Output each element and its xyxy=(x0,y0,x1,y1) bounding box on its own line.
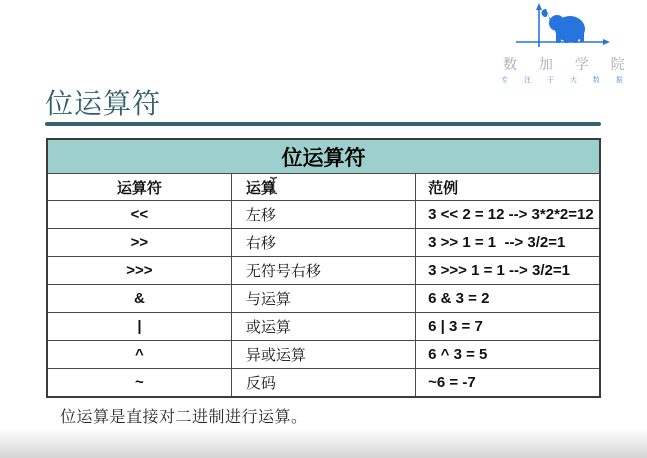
brand-tagline: 专 注 于 大 数 据 xyxy=(501,77,630,84)
page-title: 位运算符 xyxy=(45,89,162,120)
table-cell: 6 ^ 3 = 5 xyxy=(416,341,600,369)
table-body xyxy=(47,201,600,398)
table-cell: 6 | 3 = 7 xyxy=(416,313,600,341)
column-header: 运算 xyxy=(231,174,415,201)
table-cell: >> xyxy=(47,229,231,257)
table-row xyxy=(47,369,600,398)
table-cell: 3 << 2 = 12 --> 3*2*2=12 xyxy=(416,201,600,229)
table-cell: 3 >> 1 = 1 --> 3/2=1 xyxy=(416,229,600,257)
table-row xyxy=(47,257,600,285)
brand-name: 数 加 学 院 xyxy=(503,56,634,72)
table-title-row xyxy=(47,139,600,174)
table-cell: 或运算 xyxy=(231,313,415,341)
bottom-gradient-strip xyxy=(0,431,647,458)
table-cell: ~ xyxy=(47,369,231,398)
table-cell: 左移 xyxy=(231,201,415,229)
column-header: 范例 xyxy=(416,174,600,201)
table-row xyxy=(47,285,600,313)
table-cell: ^ xyxy=(47,341,231,369)
table-row xyxy=(47,201,600,229)
table-cell: 3 >>> 1 = 1 --> 3/2=1 xyxy=(416,257,600,285)
table-title: 位运算符 xyxy=(47,139,600,174)
table-row xyxy=(47,341,600,369)
elephant-axes-icon xyxy=(494,2,626,50)
bitwise-operators-table xyxy=(46,138,601,398)
text-cursor-icon xyxy=(268,176,279,200)
brand-logo xyxy=(494,2,634,85)
table-cell: 6 & 3 = 2 xyxy=(416,285,600,313)
slide-caption: 位运算是直接对二进制进行运算。 xyxy=(60,409,308,426)
table-cell: << xyxy=(47,201,231,229)
table-cell: >>> xyxy=(47,257,231,285)
table-row xyxy=(47,313,600,341)
table-header-row xyxy=(47,174,600,201)
table-row xyxy=(47,229,600,257)
table-cell: 与运算 xyxy=(231,285,415,313)
table-cell: 反码 xyxy=(231,369,415,398)
table-cell: 异或运算 xyxy=(231,341,415,369)
column-header: 运算符 xyxy=(47,174,231,201)
table-cell: ~6 = -7 xyxy=(416,369,600,398)
table-cell: & xyxy=(47,285,231,313)
table-cell: | xyxy=(47,313,231,341)
table-cell: 右移 xyxy=(231,229,415,257)
table-cell: 无符号右移 xyxy=(231,257,415,285)
title-divider xyxy=(45,122,601,126)
